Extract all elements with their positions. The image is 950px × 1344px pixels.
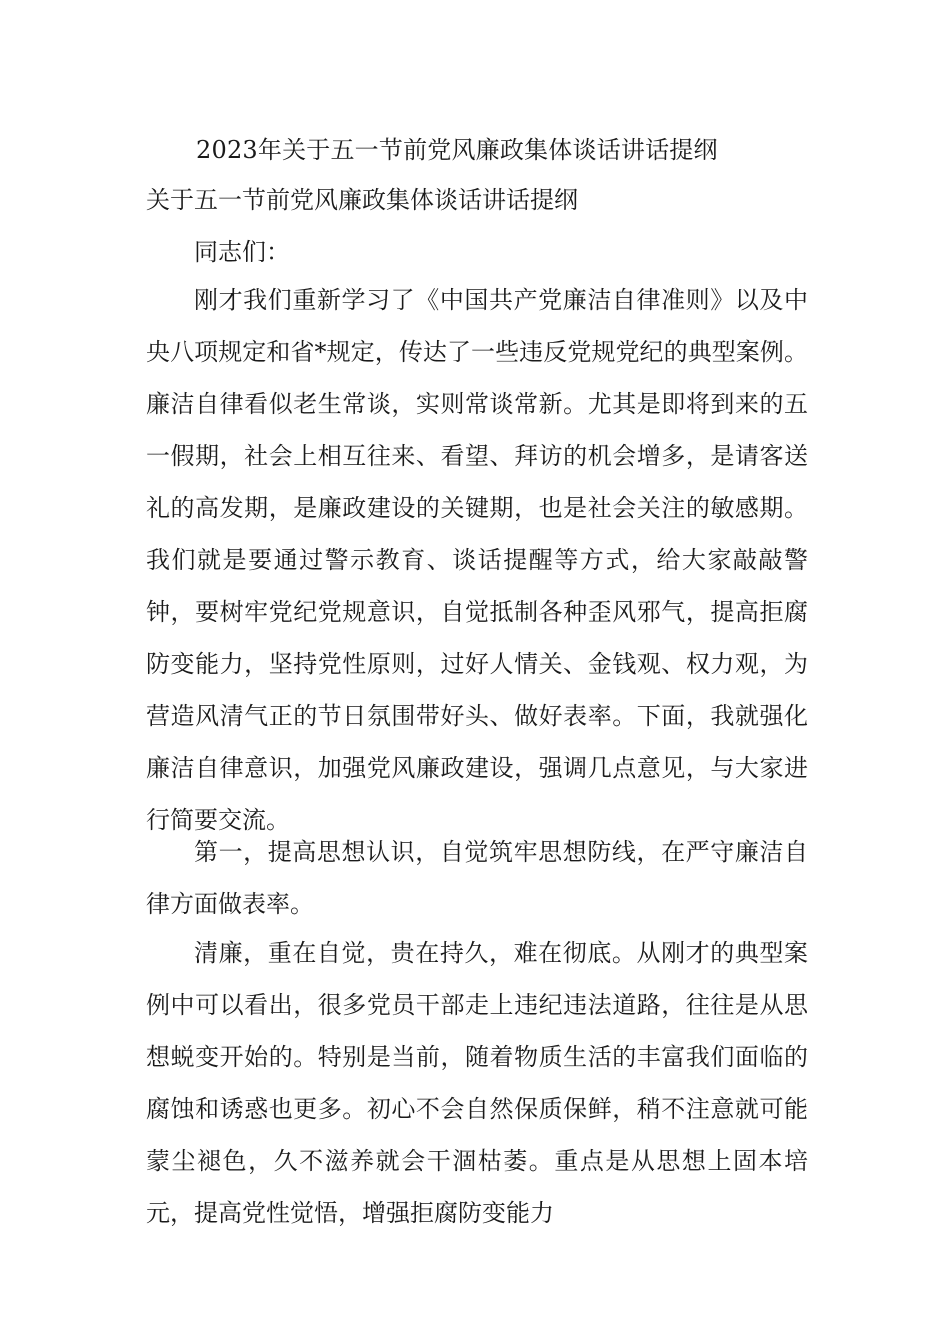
document-subtitle: 关于五一节前党风廉政集体谈话讲话提纲 (146, 186, 578, 214)
salutation: 同志们： (194, 238, 290, 266)
paragraph-intro: 刚才我们重新学习了《中国共产党廉洁自律准则》以及中央八项规定和省*规定，传达了一些违反党规党纪的典型案例。廉洁自律看似老生常谈，实则常谈常新。尤其是即将到来的五一假期，社会上相互往来、看望、拜访的机会增多，是请客送礼的高发期，是廉政建设的关键期，也是社会关注的敏感期。我们就是要通过警示教育、谈话提醒等方式，给大家敲敲警钟，要树牢党纪党规意识，自觉抵制各种歪风邪气，提高拒腐防变能力，坚持党性原则，过好人情关、金钱观、权力观，为营造风清气正的节日氛围带好头、做好表率。下面，我就强化廉洁自律意识，加强党风廉政建设，强调几点意见，与大家进行简要交流。 (146, 286, 808, 834)
paragraph-point-one-body: 清廉，重在自觉，贵在持久，难在彻底。从刚才的典型案例中可以看出，很多党员干部走上违纪违法道路，往往是从思想蜕变开始的。特别是当前，随着物质生活的丰富我们面临的腐蚀和诱惑也更多。初心不会自然保质保鲜，稍不注意就可能蒙尘褪色，久不滋养就会干涸枯萎。重点是从思想上固本培元，提高党性觉悟，增强拒腐防变能力 (146, 939, 808, 1227)
paragraph-point-one-heading: 第一，提高思想认识，自觉筑牢思想防线，在严守廉洁自律方面做表率。 (146, 838, 808, 918)
document-title: 2023年关于五一节前党风廉政集体谈话讲话提纲 (196, 136, 718, 164)
